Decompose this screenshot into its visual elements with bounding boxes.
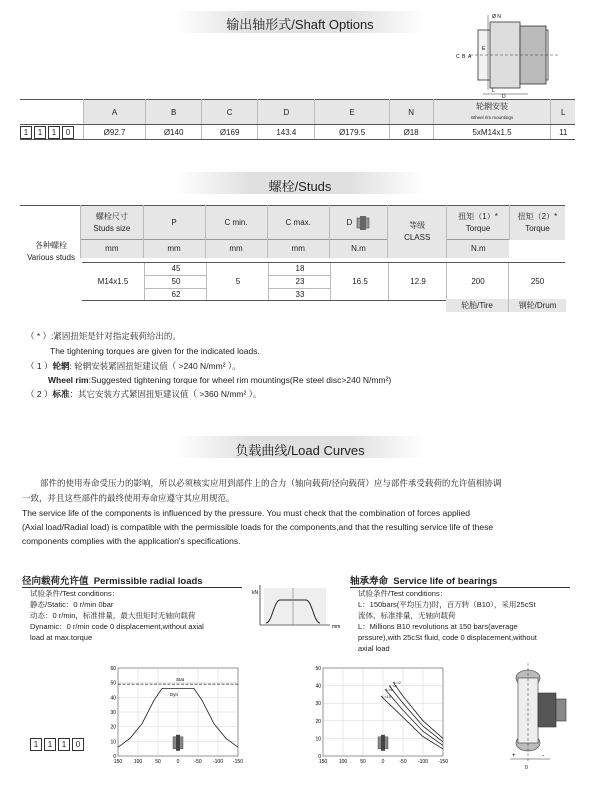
y-tick-label: 0 bbox=[318, 754, 321, 760]
studs-row-label: 各种螺栓 Various studs bbox=[27, 241, 75, 262]
y-tick-label: 10 bbox=[110, 739, 116, 746]
x-tick-label: -100 bbox=[417, 759, 429, 765]
note-3: （ 2 ）标准：其它安装方式紧固扭矩建议值（ >360 N/mm² ）。 bbox=[26, 389, 262, 399]
studs-table: 螺栓尺寸 Studs size P C min. C max. D 等级 CLASS 扭矩（1）* Torque 扭矩（2）* Torque mm mm mm mm N.m N.m bbox=[20, 205, 565, 258]
svg-text:-: - bbox=[542, 753, 544, 759]
svg-text:C: C bbox=[456, 54, 460, 60]
y-tick-label: 30 bbox=[315, 701, 321, 708]
bottom-code: 1 1 1 0 bbox=[30, 738, 86, 751]
series-label: L=10 bbox=[382, 694, 392, 700]
shaft-drawing bbox=[448, 10, 568, 100]
y-tick-label: 50 bbox=[315, 666, 321, 672]
series-label: L=6 bbox=[386, 687, 393, 693]
shaft-code: 1 1 1 0 bbox=[20, 126, 76, 139]
radial-load-chart bbox=[100, 663, 250, 773]
loads-title: 负载曲线/Load Curves bbox=[235, 443, 365, 458]
x-tick-label: 50 bbox=[360, 759, 366, 765]
note-2: （ 1 ）轮辋: 轮辋安装紧固扭矩建议值（ >240 N/mm² ）。 bbox=[26, 361, 241, 371]
x-tick-label: 0 bbox=[176, 759, 180, 765]
x-tick-label: -50 bbox=[194, 759, 202, 765]
note-1: （ * ）:紧固扭矩是针对指定载荷给出的。 bbox=[26, 331, 181, 341]
y-tick-label: 20 bbox=[315, 718, 321, 725]
y-tick-label: 50 bbox=[110, 680, 116, 687]
foot-drum: 钢轮/Drum bbox=[508, 299, 566, 312]
drawing-phi-n: Ø N bbox=[492, 14, 501, 20]
bearing-life-chart bbox=[305, 663, 455, 773]
coupling-shaft-icon bbox=[381, 735, 385, 751]
loads-para-cn1: 部件的使用寿命受压力的影响，所以必须核实应用到部件上的合力（轴向载荷/径向载荷）应与部件承受载荷的允许值相协调 bbox=[40, 478, 502, 488]
bearing-title: 轴承寿命 Service life of bearings bbox=[350, 573, 570, 588]
y-tick-label: 60 bbox=[110, 666, 116, 672]
series-label: L=2 bbox=[394, 680, 401, 686]
series-label: Stat bbox=[175, 677, 185, 683]
note-2-en: Wheel rim:Suggested tightening torque for wheel rim mountings(Re steel disc>240 N/mm²) bbox=[48, 375, 392, 385]
x-tick-label: 150 bbox=[318, 759, 328, 765]
radial-conditions: 试验条件/Test conditions： 静态/Static：0 r/min 0bar 动态：0 r/min，标准排量，最大扭矩时无轴向载荷 Dynamic：0 r/min code 0 displacement,without axial load at max.torque bbox=[30, 589, 204, 642]
mm-label: mm bbox=[332, 624, 341, 630]
radial-title: 径向载荷允许值 Permissible radial loads bbox=[22, 573, 242, 588]
loads-para-en2: (Axial load/Radial load) is compatible with the permissible loads for the components,and that the resulting service life of these bbox=[22, 522, 494, 532]
svg-text:+: + bbox=[512, 753, 516, 759]
y-tick-label: 20 bbox=[110, 724, 116, 731]
x-tick-label: 100 bbox=[338, 759, 348, 765]
loads-para-cn2: 一致，并且这些部件的最终使用寿命应遵守其应用规范。 bbox=[22, 493, 235, 503]
coupling-shaft-icon bbox=[176, 735, 180, 751]
y-tick-label: 40 bbox=[110, 695, 116, 702]
svg-text:B: B bbox=[462, 54, 466, 60]
svg-text:L: L bbox=[492, 88, 495, 94]
load-icon-chart bbox=[250, 580, 345, 635]
wheel-zero-label: 0 bbox=[525, 765, 528, 771]
stud-icon bbox=[355, 216, 371, 230]
x-tick-label: -150 bbox=[232, 759, 244, 765]
y-tick-label: 40 bbox=[315, 683, 321, 690]
studs-data: M14x1.5 45 50 62 5 18 23 33 16.5 12.9 200 250 bbox=[82, 262, 565, 301]
series-label: Dyn bbox=[169, 691, 179, 697]
x-tick-label: -100 bbox=[212, 759, 224, 765]
foot-tire: 轮胎/Tire bbox=[446, 299, 508, 312]
x-tick-label: 100 bbox=[133, 759, 143, 765]
studs-title: 螺栓/Studs bbox=[268, 179, 332, 194]
svg-text:E: E bbox=[482, 46, 486, 52]
x-tick-label: 150 bbox=[113, 759, 123, 765]
shaft-title: 输出轴形式/Shaft Options bbox=[226, 17, 374, 32]
y-tick-label: 10 bbox=[315, 736, 321, 743]
wheel-drawing bbox=[500, 663, 575, 773]
x-tick-label: -50 bbox=[399, 759, 407, 765]
loads-para-en3: components complies with the application's specifications. bbox=[22, 536, 241, 546]
note-1-en: The tightening torques are given for the indicated loads. bbox=[50, 346, 260, 356]
series-label: L=4 bbox=[390, 683, 397, 689]
svg-text:A: A bbox=[468, 54, 472, 60]
loads-para-en1: The service life of the components is influenced by the pressure. You must check that the combination of forces applied bbox=[22, 508, 470, 518]
svg-text:Ø N bbox=[492, 14, 501, 20]
x-tick-label: 0 bbox=[381, 759, 385, 765]
y-tick-label: 30 bbox=[110, 710, 116, 716]
x-tick-label: -150 bbox=[437, 759, 449, 765]
kn-label: kN bbox=[252, 590, 259, 596]
x-tick-label: 50 bbox=[155, 759, 161, 765]
shaft-table: A B C D E N 轮辋安装 Wheel rim mountings L 1 1 1 0 Ø92.7 Ø140 Ø169 143.4 Ø179.5 Ø18 5xM14x1.5 11 bbox=[20, 99, 575, 140]
y-tick-label: 0 bbox=[113, 754, 116, 760]
svg-text:D: D bbox=[502, 94, 506, 100]
bearing-conditions: 试验条件/Test conditions： L：150bars(平均压力)时，百万转（B10），采用25cSt 流体，标准排量，无轴向载荷 L：Millions B10 revolutions at 150 bars(average prssure),with 25cSt fluid, code 0 displacement,without axial load bbox=[358, 589, 537, 653]
